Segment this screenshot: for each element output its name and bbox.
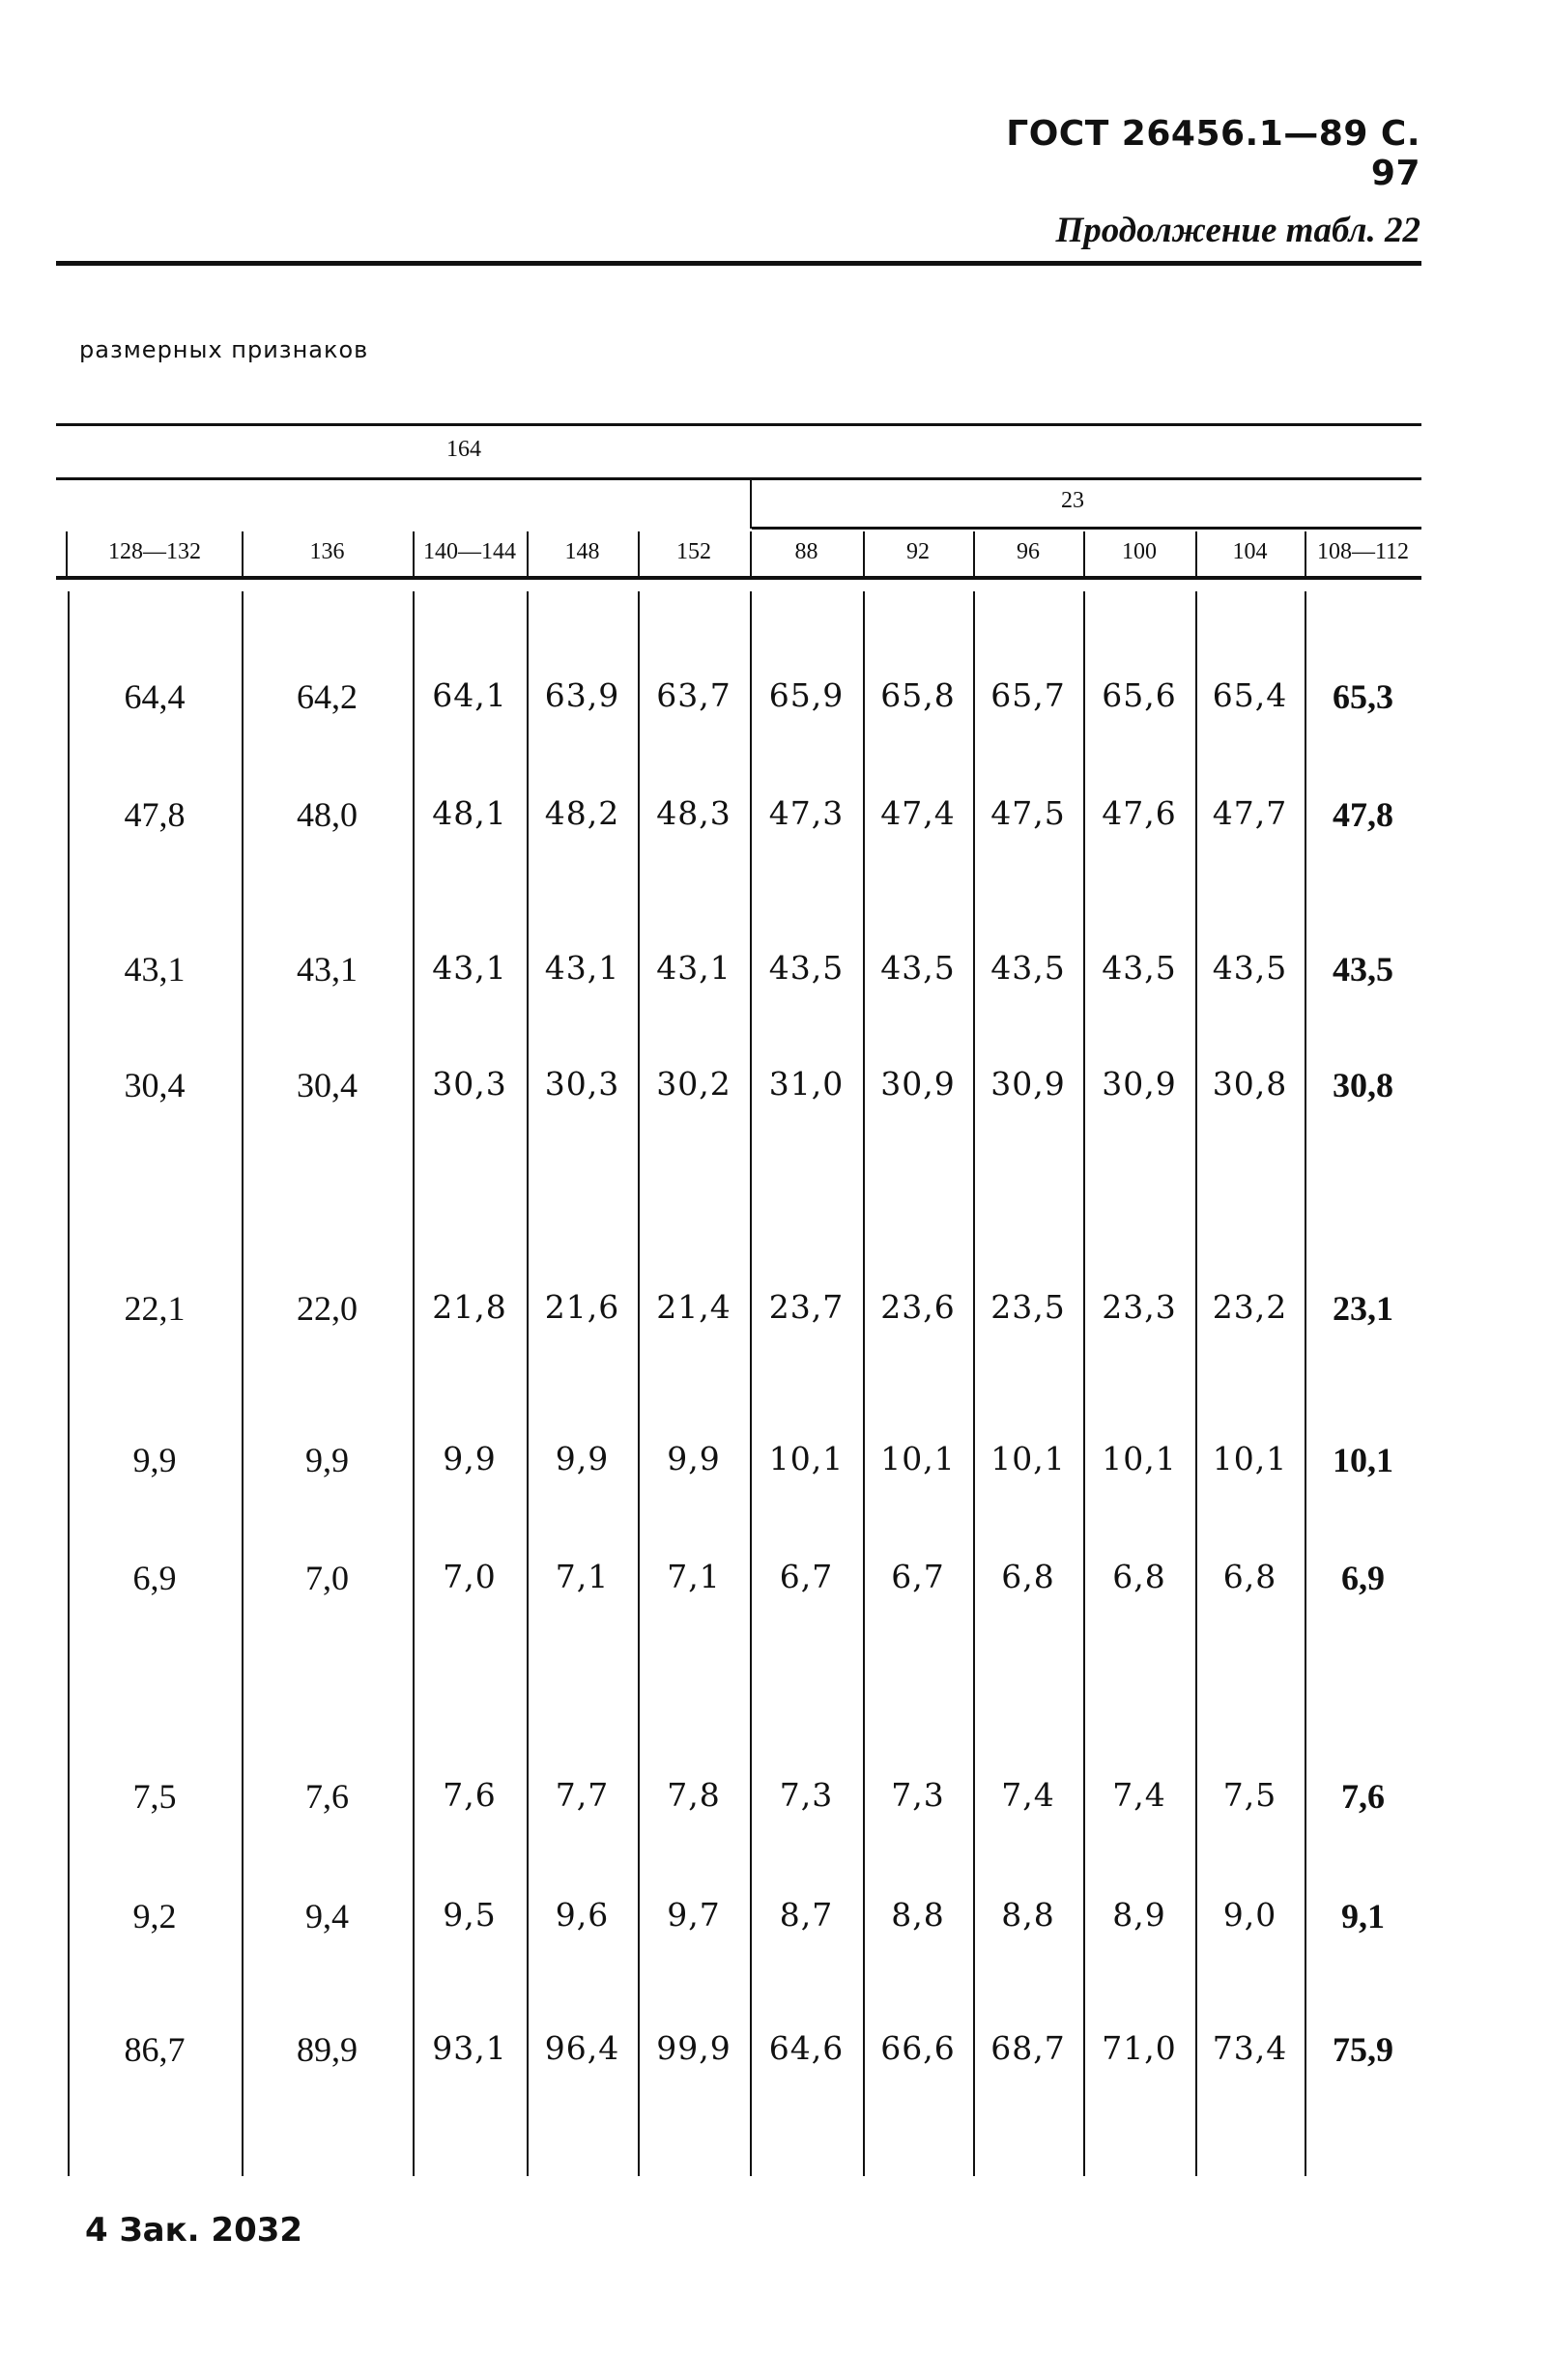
table-cell: 9,9 [132,1441,177,1479]
table-cell: 43,5 [880,949,956,987]
table-cell: 9,9 [305,1441,349,1479]
table-cell: 30,9 [990,1065,1066,1103]
column-header: 92 [906,539,930,564]
table-cell: 75,9 [1333,2030,1393,2069]
table-cell: 9,2 [132,1897,177,1936]
header-column-divider [1195,531,1197,576]
table-cell: 65,6 [1102,676,1177,714]
table-cell: 43,5 [1333,950,1393,989]
table-cell: 48,0 [297,795,358,834]
table-cell: 23,6 [880,1288,956,1326]
header-column-divider [1083,531,1085,576]
table-cell: 43,5 [768,949,845,987]
table-cell: 23,2 [1212,1288,1288,1326]
header-column-divider [973,531,975,576]
table-cell: 30,8 [1212,1065,1288,1103]
table-cell: 6,9 [132,1559,177,1597]
table-cell: 63,7 [656,676,731,714]
table-cell: 23,7 [768,1288,845,1326]
table-cell: 7,8 [667,1776,721,1814]
header-column-divider [638,531,640,576]
table-cell: 9,7 [667,1896,721,1934]
table-cell: 9,5 [443,1896,497,1934]
table-cell: 43,5 [1102,949,1177,987]
table-cell: 66,6 [880,2029,956,2067]
table-cell: 8,7 [779,1896,834,1934]
table-cell: 6,8 [1222,1558,1277,1595]
table-cell: 8,8 [891,1896,945,1934]
table-cell: 64,4 [124,677,186,716]
table-cell: 7,3 [779,1776,834,1814]
column-header: 96 [1017,539,1040,564]
table-cell: 64,1 [432,676,507,714]
column-header: 128—132 [108,539,201,564]
group-a-under-rule [56,477,1421,480]
table-cell: 65,3 [1333,677,1393,716]
column-header: 140—144 [423,539,516,564]
table-cell: 96,4 [544,2029,620,2067]
table-cell: 9,9 [443,1440,497,1477]
table-cell: 30,8 [1333,1066,1393,1104]
table-cell: 73,4 [1212,2029,1288,2067]
header-column-divider [863,531,865,576]
table-cell: 47,4 [880,794,956,832]
table-continuation-label: Продолжение табл. 22 [1055,211,1420,250]
order-note: 4 Зак. 2032 [85,2211,303,2250]
table-cell: 21,6 [544,1288,620,1326]
table-cell: 7,1 [555,1558,610,1595]
table-cell: 47,5 [990,794,1066,832]
table-cell: 65,7 [990,676,1066,714]
table-cell: 47,7 [1212,794,1288,832]
table-cell: 7,6 [305,1777,349,1816]
table-cell: 8,8 [1001,1896,1055,1934]
table-cell: 43,1 [124,950,186,989]
table-cell: 10,1 [768,1440,845,1477]
column-header: 136 [309,539,345,564]
column-header: 108—112 [1316,539,1410,564]
table-cell: 10,1 [1212,1440,1288,1477]
header-column-divider [750,531,752,576]
table-cell: 43,1 [432,949,507,987]
table-cell: 7,7 [555,1776,610,1814]
table-cell: 63,9 [544,676,620,714]
table-cell: 47,6 [1102,794,1177,832]
table-cell: 7,5 [132,1777,177,1816]
column-header: 88 [794,539,818,564]
group-b-under-rule [752,527,1421,530]
header-column-divider [66,531,68,576]
column-header: 100 [1122,539,1157,564]
column-header: 104 [1232,539,1268,564]
table-cell: 43,5 [1212,949,1288,987]
table-cell: 6,8 [1001,1558,1055,1595]
table-cell: 47,8 [124,795,186,834]
table-cell: 43,1 [544,949,620,987]
table-cell: 10,1 [990,1440,1066,1477]
table-cell: 71,0 [1102,2029,1177,2067]
table-cell: 8,9 [1112,1896,1166,1934]
table-cell: 30,9 [1102,1065,1177,1103]
document-code: ГОСТ 26456.1—89 С. 97 [1006,114,1420,193]
table-cell: 43,1 [656,949,731,987]
table-cell: 30,9 [880,1065,956,1103]
table-cell: 65,8 [880,676,956,714]
group-label-23: 23 [1061,488,1084,513]
table-cell: 7,3 [891,1776,945,1814]
table-cell: 7,0 [443,1558,497,1595]
table-cell: 21,8 [432,1288,507,1326]
table-cell: 99,9 [656,2029,731,2067]
table-cell: 9,0 [1222,1896,1277,1934]
table-cell: 31,0 [768,1065,845,1103]
table-cell: 21,4 [656,1288,731,1326]
table-cell: 7,4 [1001,1776,1055,1814]
table-cell: 22,1 [124,1289,186,1328]
table-cell: 22,0 [297,1289,358,1328]
table-cell: 9,4 [305,1897,349,1936]
section-label: размерных признаков [79,336,369,363]
table-cell: 6,8 [1112,1558,1166,1595]
table-cell: 30,4 [124,1066,186,1104]
table-top-rule [56,423,1421,426]
table-cell: 47,8 [1333,795,1393,834]
table-cell: 23,5 [990,1288,1066,1326]
table-cell: 9,9 [555,1440,610,1477]
table-cell: 65,4 [1212,676,1288,714]
table-cell: 7,5 [1222,1776,1277,1814]
table-cell: 47,3 [768,794,845,832]
header-column-divider [1305,531,1306,576]
table-cell: 64,6 [768,2029,845,2067]
table-cell: 30,3 [544,1065,620,1103]
table-cell: 93,1 [432,2029,507,2067]
column-header: 148 [564,539,600,564]
table-cell: 7,6 [443,1776,497,1814]
table-cell: 7,6 [1341,1777,1385,1816]
table-cell: 7,0 [305,1559,349,1597]
table-cell: 43,1 [297,950,358,989]
table-cell: 6,7 [891,1558,945,1595]
table-cell: 30,3 [432,1065,507,1103]
table-cell: 64,2 [297,677,358,716]
table-cell: 65,9 [768,676,845,714]
header-bottom-rule [56,576,1421,580]
table-cell: 48,1 [432,794,507,832]
table-cell: 7,1 [667,1558,721,1595]
table-cell: 9,6 [555,1896,610,1934]
table-cell: 7,4 [1112,1776,1166,1814]
table-cell: 23,1 [1333,1289,1393,1328]
table-cell: 10,1 [1102,1440,1177,1477]
table-cell: 9,9 [667,1440,721,1477]
top-rule [56,261,1421,266]
table-cell: 30,4 [297,1066,358,1104]
header-column-divider [413,531,415,576]
table-cell: 9,1 [1341,1897,1385,1936]
table-cell: 10,1 [1333,1441,1393,1479]
table-cell: 30,2 [656,1065,731,1103]
header-column-divider [527,531,529,576]
table-cell: 6,7 [779,1558,834,1595]
table-cell: 48,3 [656,794,731,832]
group-label-164: 164 [446,437,481,462]
column-header: 152 [676,539,711,564]
table-cell: 10,1 [880,1440,956,1477]
header-column-divider [242,531,244,576]
table-cell: 89,9 [297,2030,358,2069]
table-cell: 86,7 [124,2030,186,2069]
table-cell: 43,5 [990,949,1066,987]
table-cell: 23,3 [1102,1288,1177,1326]
table-cell: 48,2 [544,794,620,832]
table-cell: 6,9 [1341,1559,1385,1597]
table-cell: 68,7 [990,2029,1066,2067]
group-divider [750,480,752,529]
